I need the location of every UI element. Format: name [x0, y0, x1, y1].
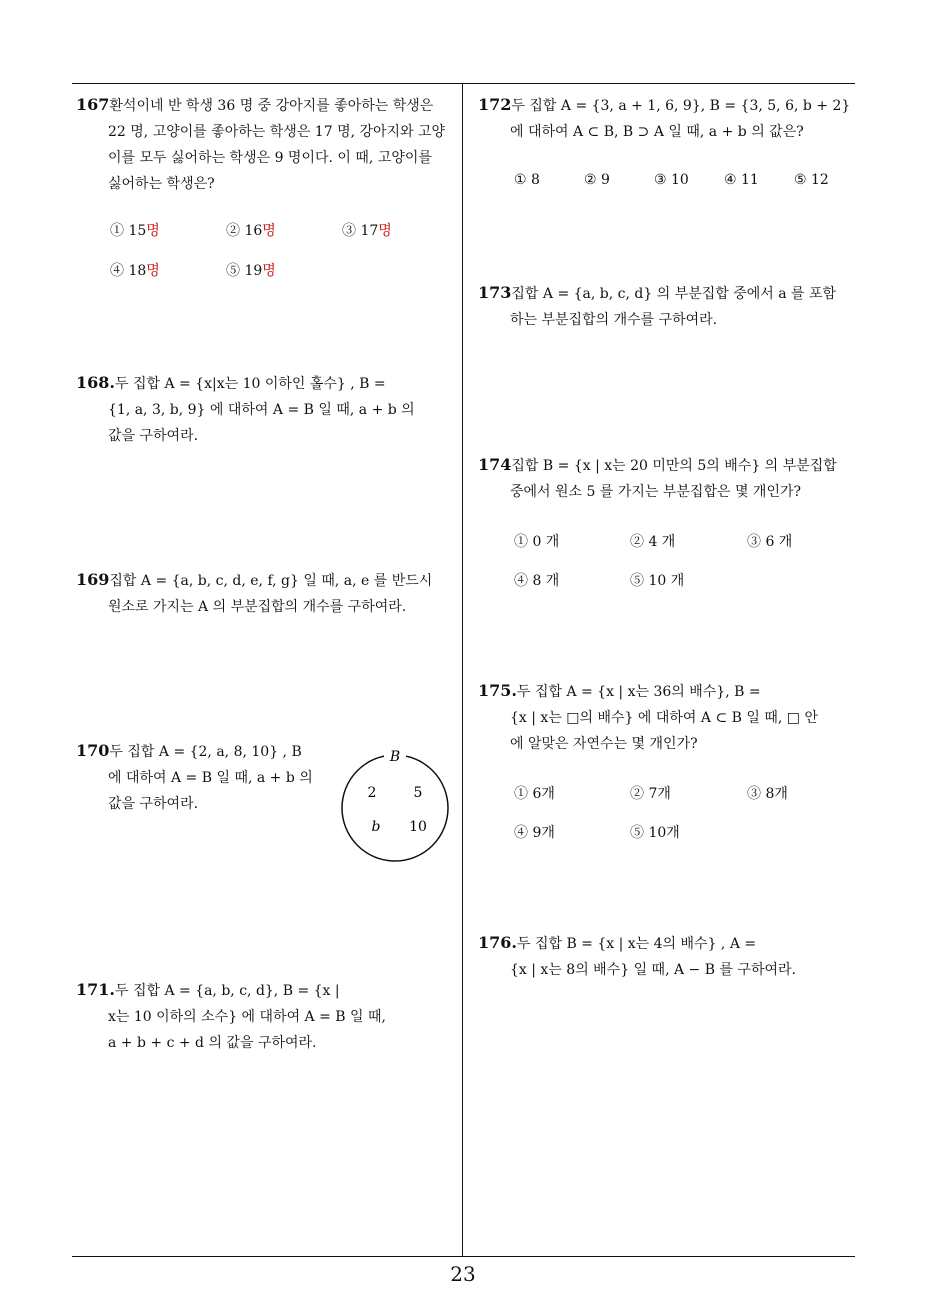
problem-number: 174: [478, 455, 512, 474]
problem-text: 집합 B = {x | x는 20 미만의 5의 배수} 의 부분집합: [511, 458, 837, 474]
problem-text: {x | x는 □의 배수} 에 대하여 A ⊂ B 일 때, □ 안: [510, 710, 818, 726]
problem-168: [76, 370, 456, 449]
choice-5[interactable]: ⑤ 19명: [226, 263, 276, 279]
choice-4[interactable]: ④ 8 개: [514, 573, 560, 589]
problem-170: [76, 738, 336, 817]
problem-176: [478, 930, 858, 983]
choice-5[interactable]: ⑤ 10개: [630, 825, 680, 841]
problem-number: 170: [76, 741, 110, 760]
problem-167: [76, 92, 456, 197]
problem-number: 169: [76, 570, 110, 589]
choice-4[interactable]: ④ 9개: [514, 825, 555, 841]
problem-text: 두 집합 A = {x|x는 10 이하인 홀수} , B =: [114, 376, 386, 392]
problem-text: 집합 A = {a, b, c, d} 의 부분집합 중에서 a 를 포함: [511, 286, 837, 302]
choice-4[interactable]: ④ 11: [724, 172, 759, 188]
choice-5[interactable]: ⑤ 12: [794, 172, 829, 188]
problem-169: [76, 567, 456, 620]
venn-element: 10: [409, 819, 427, 835]
problem-text: 두 집합 A = {x | x는 36의 배수}, B =: [516, 684, 761, 700]
problem-text: 두 집합 B = {x | x는 4의 배수} , A =: [516, 936, 757, 952]
choice-4[interactable]: ④ 18명: [110, 263, 160, 279]
problem-text: 에 대하여 A ⊂ B, B ⊃ A 일 때, a + b 의 값은?: [510, 124, 804, 140]
problem-number: 176.: [478, 933, 517, 952]
problem-text: 에 알맞은 자연수는 몇 개인가?: [510, 736, 698, 752]
venn-diagram-b: [336, 745, 456, 865]
venn-element: 5: [413, 785, 423, 801]
problem-text: 싫어하는 학생은?: [108, 176, 215, 192]
problem-text: 두 집합 A = {2, a, 8, 10} , B: [109, 744, 302, 760]
problem-text: 집합 A = {a, b, c, d, e, f, g} 일 때, a, e 를 반드시: [109, 573, 433, 589]
problem-number: 172: [478, 95, 512, 114]
problem-173: [478, 280, 858, 333]
set-b-label: B: [389, 749, 401, 765]
problem-text: 중에서 원소 5 를 가지는 부분집합은 몇 개인가?: [510, 484, 801, 500]
venn-element: 2: [367, 785, 377, 801]
problem-text: 값을 구하여라.: [108, 796, 199, 812]
choice-1[interactable]: ① 6개: [514, 786, 555, 802]
problem-number: 171.: [76, 980, 115, 999]
problem-text: 두 집합 A = {3, a + 1, 6, 9}, B = {3, 5, 6, b + 2}: [511, 98, 851, 114]
set-b-circle: [342, 755, 448, 861]
choice-3[interactable]: ③ 6 개: [747, 534, 793, 550]
problem-number: 168.: [76, 373, 115, 392]
problem-text: x는 10 이하의 소수} 에 대하여 A = B 일 때,: [108, 1009, 386, 1025]
problem-text: 원소로 가지는 A 의 부분집합의 개수를 구하여라.: [108, 599, 407, 615]
venn-element: b: [371, 819, 381, 835]
page-number: 23: [450, 1262, 476, 1286]
top-rule: [72, 83, 855, 84]
choice-2[interactable]: ② 16명: [226, 223, 276, 239]
problem-text: 하는 부분집합의 개수를 구하여라.: [510, 312, 718, 328]
problem-171: [76, 977, 456, 1056]
choice-2[interactable]: ② 4 개: [630, 534, 676, 550]
problem-text: 값을 구하여라.: [108, 428, 199, 444]
choice-1[interactable]: ① 0 개: [514, 534, 560, 550]
problem-175: [478, 678, 858, 757]
problem-text: a + b + c + d 의 값을 구하여라.: [108, 1035, 317, 1051]
problem-number: 167: [76, 95, 110, 114]
problem-text: 이를 모두 싫어하는 학생은 9 명이다. 이 때, 고양이를: [108, 150, 432, 166]
bottom-rule: [72, 1256, 855, 1257]
choice-1[interactable]: ① 15명: [110, 223, 160, 239]
problem-text: {1, a, 3, b, 9} 에 대하여 A = B 일 때, a + b 의: [108, 402, 415, 418]
choice-2[interactable]: ② 7개: [630, 786, 671, 802]
problem-text: 22 명, 고양이를 좋아하는 학생은 17 명, 강아지와 고양: [108, 124, 446, 140]
choice-1[interactable]: ① 8: [514, 172, 540, 188]
choice-2[interactable]: ② 9: [584, 172, 610, 188]
problem-text: {x | x는 8의 배수} 일 때, A − B 를 구하여라.: [510, 962, 796, 978]
choice-3[interactable]: ③ 8개: [747, 786, 788, 802]
problem-number: 173: [478, 283, 512, 302]
column-divider: [462, 83, 463, 1257]
problem-text: 에 대하여 A = B 일 때, a + b 의: [108, 770, 313, 786]
choice-3[interactable]: ③ 17명: [342, 223, 392, 239]
problem-174: [478, 452, 858, 505]
choice-3[interactable]: ③ 10: [654, 172, 689, 188]
problem-text: 두 집합 A = {a, b, c, d}, B = {x |: [114, 983, 340, 999]
choice-5[interactable]: ⑤ 10 개: [630, 573, 685, 589]
problem-number: 175.: [478, 681, 517, 700]
problem-text: 환석이네 반 학생 36 명 중 강아지를 좋아하는 학생은: [109, 98, 434, 114]
problem-172: [478, 92, 858, 145]
